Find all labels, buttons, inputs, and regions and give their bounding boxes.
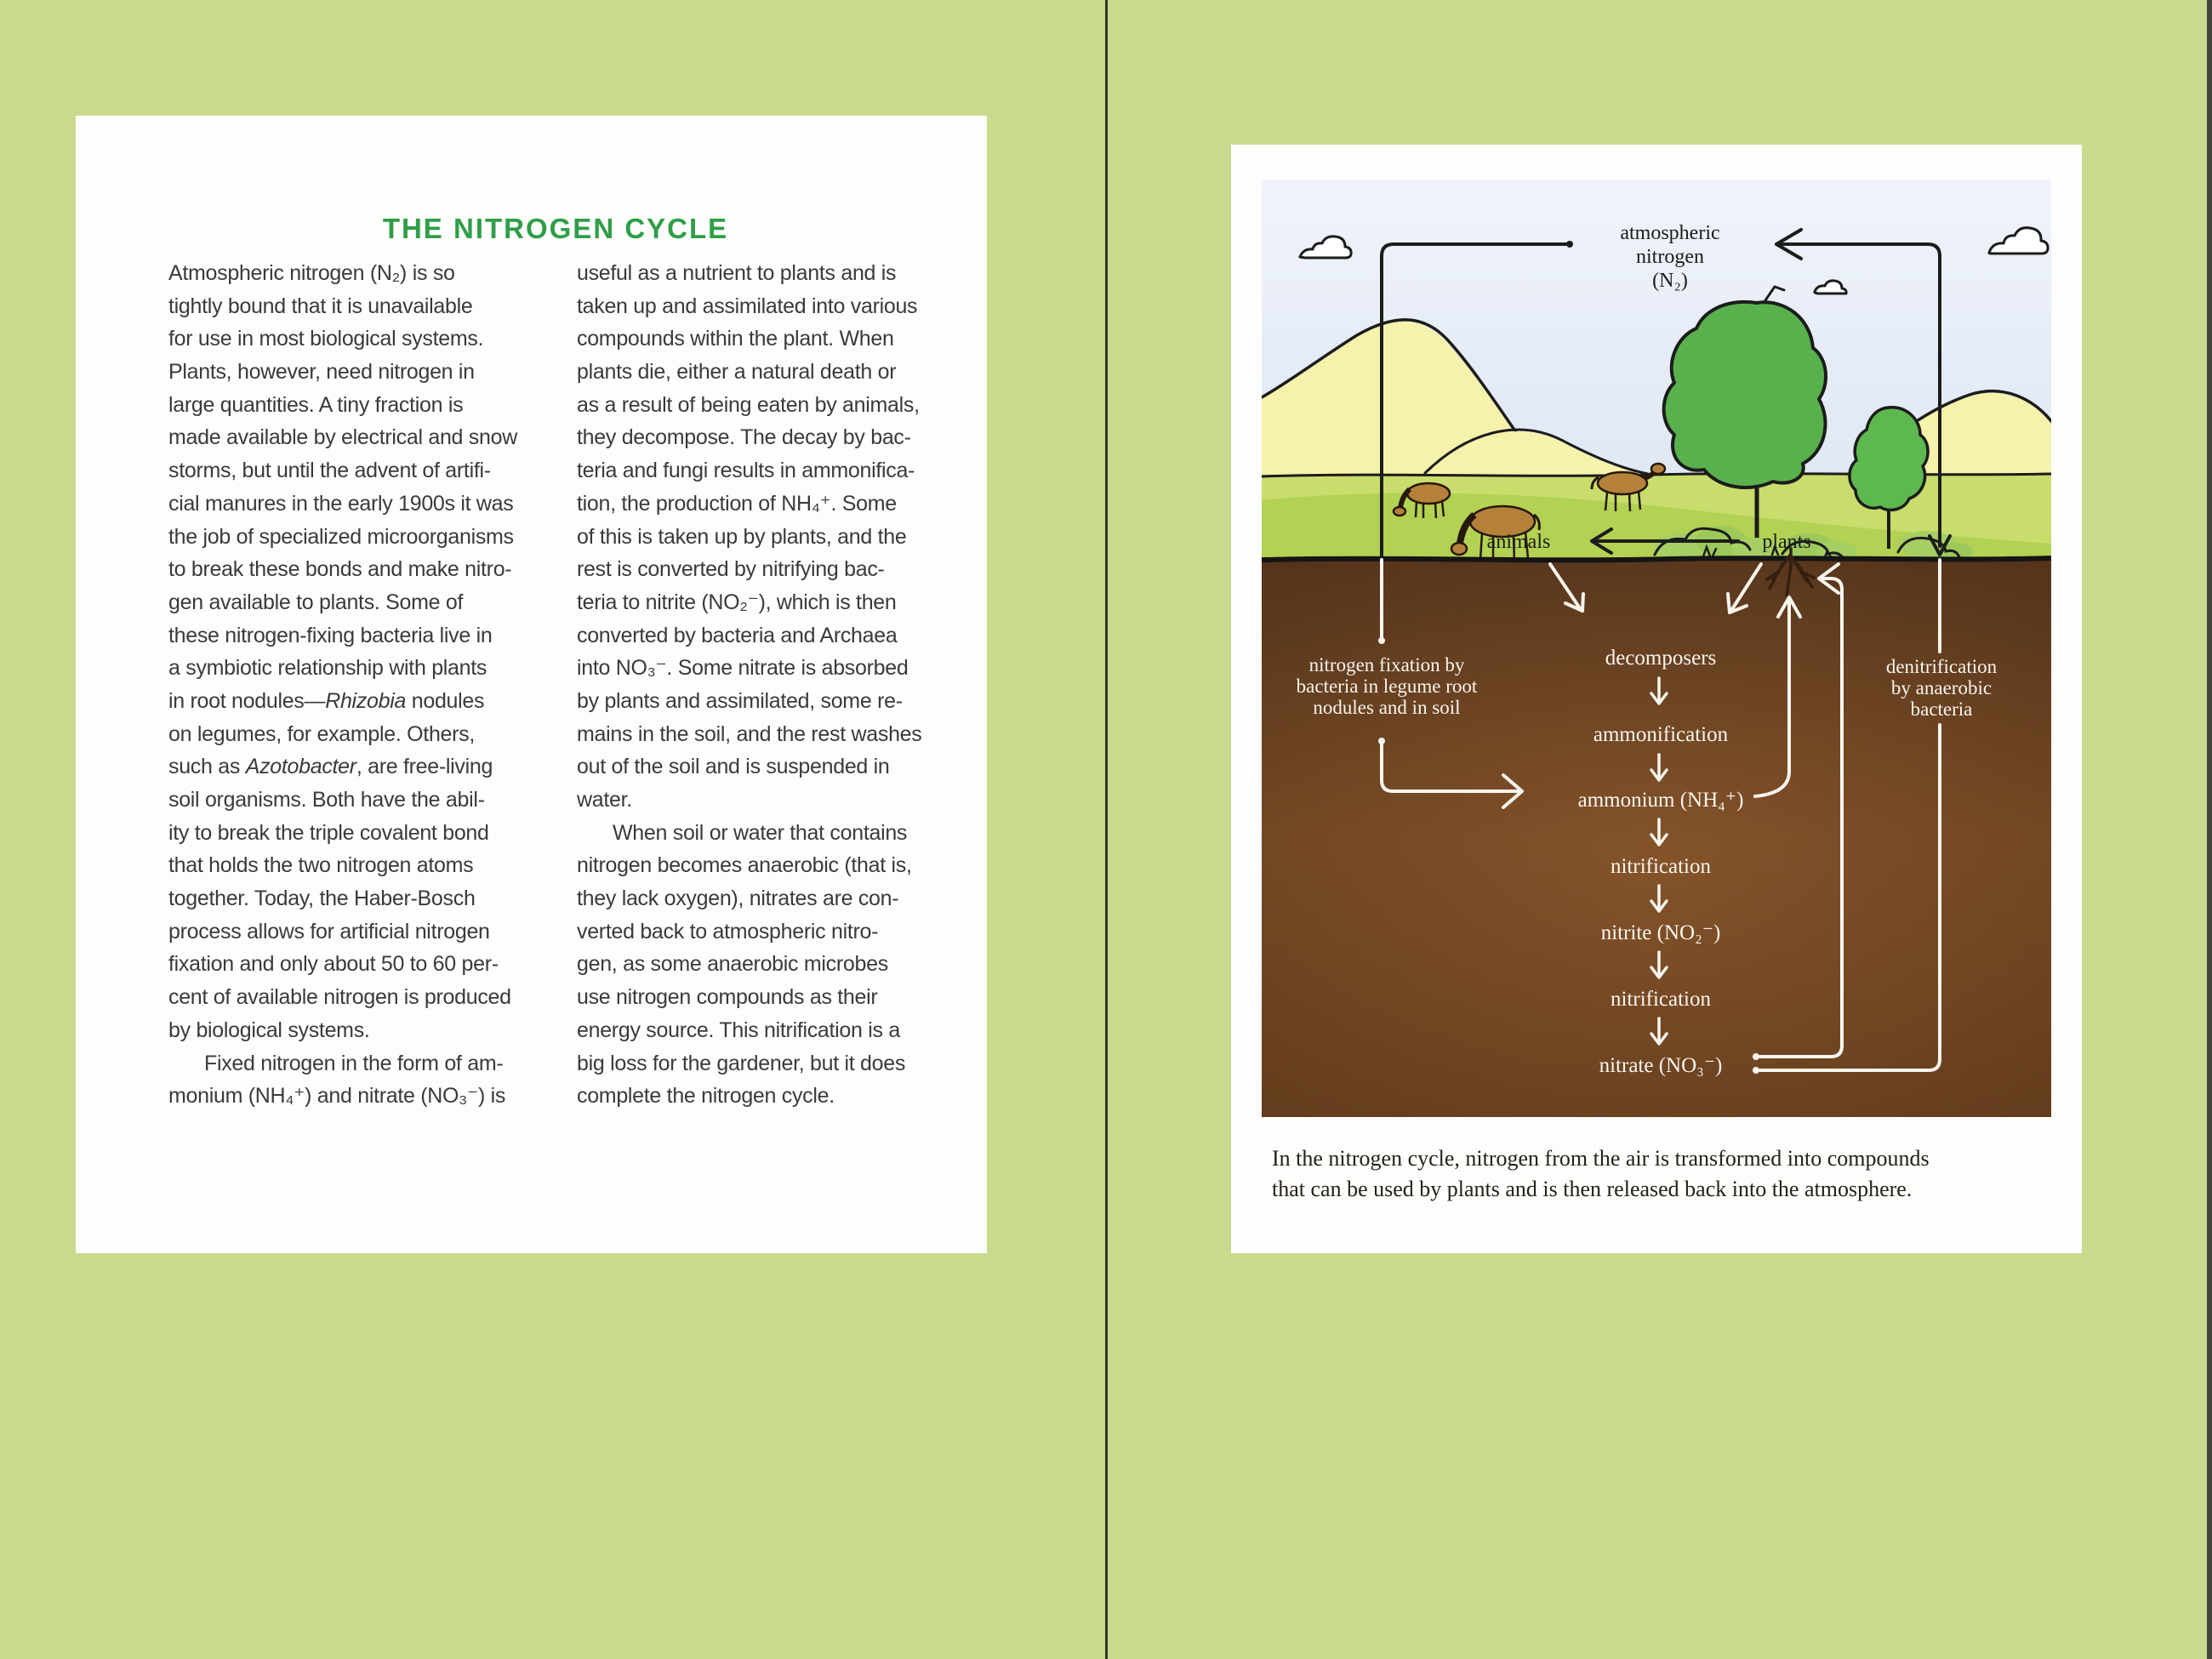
- right-page: [1231, 145, 2082, 1253]
- animals-label: animals: [1486, 531, 1551, 553]
- fixation-label: bacteria in legume root: [1296, 676, 1478, 697]
- text-line: that holds the two nitrogen atoms: [168, 853, 474, 878]
- atmospheric-nitrogen-label: nitrogen: [1636, 246, 1704, 268]
- chain-step-nitrification: nitrification: [1610, 855, 1712, 878]
- fixation-label: nodules and in soil: [1313, 697, 1461, 718]
- text-line: water.: [577, 788, 632, 812]
- figure-caption: [1272, 1143, 2046, 1205]
- text-column-left: [168, 257, 534, 1113]
- page-title: THE NITROGEN CYCLE: [382, 213, 729, 244]
- text-line: Plants, however, need nitrogen in: [168, 360, 475, 385]
- text-line: compounds within the plant. When: [577, 327, 894, 351]
- left-page: [76, 116, 987, 1253]
- book-edge: [2207, 0, 2212, 1659]
- text-line: for use in most biological systems.: [168, 327, 484, 351]
- text-line: complete the nitrogen cycle.: [577, 1084, 835, 1109]
- text-line: plants die, either a natural death or: [577, 360, 897, 385]
- text-line: energy source. This nitrification is a: [577, 1018, 900, 1042]
- text-line: teria and fungi results in ammonifica-: [577, 459, 915, 483]
- text-line: Fixed nitrogen in the form of am-: [204, 1051, 504, 1075]
- nitrogen-cycle-diagram: [1262, 180, 2051, 1117]
- denitrification-label: by anaerobic: [1890, 677, 1993, 698]
- text-line: on legumes, for example. Others,: [168, 721, 476, 746]
- text-line: by biological systems.: [168, 1018, 370, 1042]
- text-line: useful as a nutrient to plants and is: [577, 261, 897, 285]
- text-line: cent of available nitrogen is produced: [168, 985, 511, 1010]
- plants-label: plants: [1762, 531, 1811, 553]
- text-line: tightly bound that it is unavailable: [168, 294, 473, 318]
- text-line: the job of specialized microorganisms: [168, 524, 514, 549]
- text-line: big loss for the gardener, but it does: [577, 1051, 906, 1075]
- chain-step-ammonification: ammonification: [1593, 723, 1729, 746]
- atmospheric-nitrogen-label: (N₂): [1652, 270, 1688, 292]
- text-line: large quantities. A tiny fraction is: [168, 392, 464, 417]
- text-line: by plants and assimilated, some re-: [577, 688, 903, 713]
- text-line: gen available to plants. Some of: [168, 590, 464, 614]
- text-line: these nitrogen-fixing bacteria live in: [168, 623, 493, 647]
- text-line: teria to nitrite (NO₂⁻), which is then: [577, 590, 897, 614]
- text-line: cial manures in the early 1900s it was: [168, 491, 514, 516]
- text-line: storms, but until the advent of artifi-: [168, 459, 491, 483]
- text-line: verted back to atmospheric nitro-: [577, 919, 879, 944]
- text-line: ity to break the triple covalent bond: [168, 820, 489, 845]
- text-line: into NO₃⁻. Some nitrate is absorbed: [577, 656, 909, 681]
- text-line: rest is converted by nitrifying bac-: [577, 557, 885, 582]
- caption-line: In the nitrogen cycle, nitrogen from the air is transformed into compounds: [1272, 1146, 1930, 1171]
- text-line: process allows for artificial nitrogen: [168, 919, 490, 944]
- text-line: they decompose. The decay by bac-: [577, 425, 911, 450]
- text-line: as a result of being eaten by animals,: [577, 392, 920, 417]
- text-line: together. Today, the Haber-Bosch: [168, 887, 476, 911]
- text-line: made available by electrical and snow: [168, 425, 517, 450]
- text-column-right: [577, 257, 943, 1113]
- text-line: such as Azotobacter, are free-living: [168, 755, 493, 779]
- atmospheric-nitrogen-label: atmospheric: [1620, 222, 1720, 244]
- text-line: taken up and assimilated into various: [577, 294, 918, 318]
- text-line: in root nodules—Rhizobia nodules: [168, 688, 485, 713]
- text-line: monium (NH₄⁺) and nitrate (NO₃⁻) is: [168, 1084, 506, 1109]
- text-line: of this is taken up by plants, and the: [577, 524, 907, 549]
- text-line: they lack oxygen), nitrates are con-: [577, 887, 899, 911]
- text-line: soil organisms. Both have the abil-: [168, 788, 485, 812]
- caption-line: that can be used by plants and is then released back into the atmosphere.: [1272, 1177, 1913, 1201]
- text-line: nitrogen becomes anaerobic (that is,: [577, 853, 912, 878]
- text-line: to break these bonds and make nitro-: [168, 557, 512, 582]
- text-line: tion, the production of NH₄⁺. Some: [577, 491, 897, 516]
- fixation-label: nitrogen fixation by: [1308, 654, 1465, 676]
- text-line: out of the soil and is suspended in: [577, 755, 890, 779]
- text-line: converted by bacteria and Archaea: [577, 623, 898, 647]
- denitrification-label: denitrification: [1885, 656, 1998, 677]
- text-line: fixation and only about 50 to 60 per-: [168, 952, 499, 977]
- chain-step-decomposers: decomposers: [1605, 647, 1717, 670]
- chain-step-nitrification-2: nitrification: [1610, 988, 1712, 1011]
- text-line: When soil or water that contains: [613, 820, 908, 845]
- text-line: a symbiotic relationship with plants: [168, 656, 487, 681]
- page-divider: [1105, 0, 1108, 1659]
- text-line: mains in the soil, and the rest washes: [577, 721, 922, 746]
- denitrification-label: bacteria: [1910, 698, 1973, 720]
- text-line: Atmospheric nitrogen (N₂) is so: [168, 261, 455, 285]
- chain-step-ammonium: ammonium (NH₄⁺): [1577, 789, 1744, 812]
- text-line: gen, as some anaerobic microbes: [577, 952, 888, 977]
- chain-step-nitrate: nitrate (NO₃⁻): [1599, 1054, 1723, 1077]
- chain-step-nitrite: nitrite (NO₂⁻): [1600, 921, 1721, 944]
- text-line: use nitrogen compounds as their: [577, 985, 878, 1010]
